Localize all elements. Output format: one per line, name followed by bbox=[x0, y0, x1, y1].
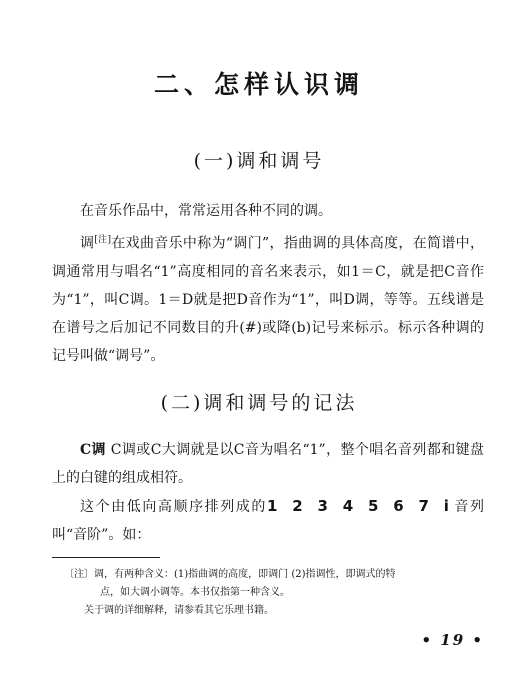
scale-notation: 1 2 3 4 5 6 7 i bbox=[267, 497, 453, 515]
footnote-marker: [注] bbox=[94, 235, 111, 245]
section-heading-key-and-key-signature: (一)调和调号 bbox=[193, 150, 325, 172]
paragraph-key-definition bbox=[52, 226, 484, 370]
footnote-divider bbox=[52, 557, 160, 558]
paragraph-body: C调或C大调就是以C音为唱名“1”，整个唱名音列都和键盘上的白键的组成相符。 bbox=[52, 442, 485, 486]
section-heading-notation: (二)调和调号的记法 bbox=[160, 392, 358, 414]
footnote-line-1: 〔注〕调，有两种含义：(1)指曲调的高度，即调门 (2)指调性，即调式的特 bbox=[64, 569, 396, 580]
paragraph-body: 在戏曲音乐中称为“调门”，指曲调的具体高度，在简谱中，调通常用与唱名“1”高度相同的音名来表示，如1＝C，就是把C音作为“1”，叫C调。1＝D就是把D音作为“1”，叫D调，等等。五线谱是在谱号之后加记不同数目的升(#)或降(b)记号来标示。标示各种调的记号叫做“调号”。 bbox=[52, 235, 484, 364]
paragraph-intro: 在音乐作品中，常常运用各种不同的调。 bbox=[80, 203, 332, 219]
term-c-key: C调 bbox=[80, 442, 106, 458]
footnote-line-2: 点，如大调小调等。本书仅指第一种含义。 bbox=[100, 587, 290, 598]
paragraph-after-scale: 音列叫“音阶”。如： bbox=[52, 499, 485, 543]
footnote-line-3: 关于调的详细解释，请参看其它乐理书籍。 bbox=[84, 605, 274, 616]
paragraph-before-scale: 这个由低向高顺序排列成的 bbox=[80, 499, 267, 515]
chapter-title: 二、怎样认识调 bbox=[153, 70, 364, 99]
page-number: • 19 • bbox=[421, 631, 484, 649]
paragraph-scale bbox=[52, 492, 484, 549]
paragraph-c-key bbox=[52, 436, 484, 492]
paragraph-lead-word: 调 bbox=[80, 235, 95, 252]
